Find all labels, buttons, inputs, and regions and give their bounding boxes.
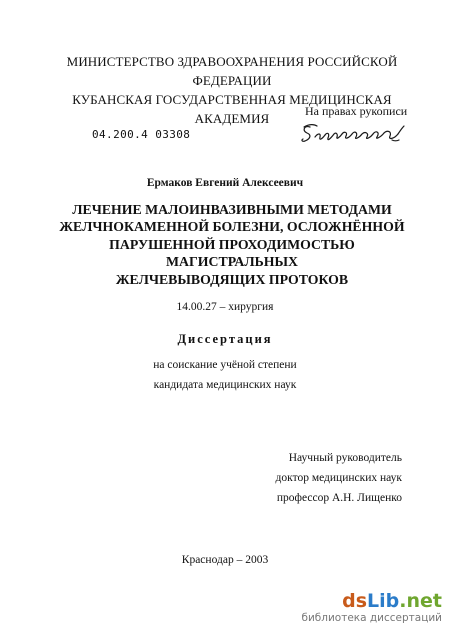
ministry-line-2: КУБАНСКАЯ ГОСУДАРСТВЕННАЯ МЕДИЦИНСКАЯ АКАДЕМИЯ [72,92,392,126]
advisor-role: Научный руководитель [288,452,402,464]
watermark-logo [342,590,442,612]
watermark-logo-lib: Lib [367,590,400,612]
watermark-subtitle: библиотека диссертаций [301,612,442,624]
document-type: Диссертация [177,332,273,346]
degree-line-1: на соискание учёной степени [153,359,297,371]
title-line-1: ЛЕЧЕНИЕ МАЛОИНВАЗИВНЫМИ МЕТОДАМИ [72,202,392,217]
title-line-4: ЖЕЛЧЕВЫВОДЯЩИХ ПРОТОКОВ [115,271,349,287]
handwritten-signature [300,115,410,149]
title-line-3: ПАРУШЕННОЙ ПРОХОДИМОСТЬЮ МАГИСТРАЛЬНЫХ [109,236,355,270]
manuscript-rights-label: На правах рукописи [305,104,408,118]
degree-line-2: кандидата медицинских наук [153,379,297,391]
advisor-name: профессор А.Н. Лищенко [276,492,402,504]
registry-number-stamp: 04.200.4 03308 [92,128,191,141]
title-line-2: ЖЕЛЧНОКАМЕННОЙ БОЛЕЗНИ, ОСЛОЖНЁННОЙ [59,219,405,235]
specialty-code: 14.00.27 – хирургия [176,301,274,313]
ministry-line-1: МИНИСТЕРСТВО ЗДРАВООХРАНЕНИЯ РОССИЙСКОЙ ФЕДЕРАЦИИ [66,54,398,88]
author-name: Ермаков Евгений Алексеевич [146,177,304,189]
dissertation-title [52,201,412,288]
dslib-watermark [296,590,442,628]
watermark-logo-net: .net [399,590,442,612]
advisor-degree: доктор медицинских наук [275,472,402,484]
city-and-year: Краснодар – 2003 [181,554,269,566]
watermark-logo-ds: ds [342,590,368,612]
